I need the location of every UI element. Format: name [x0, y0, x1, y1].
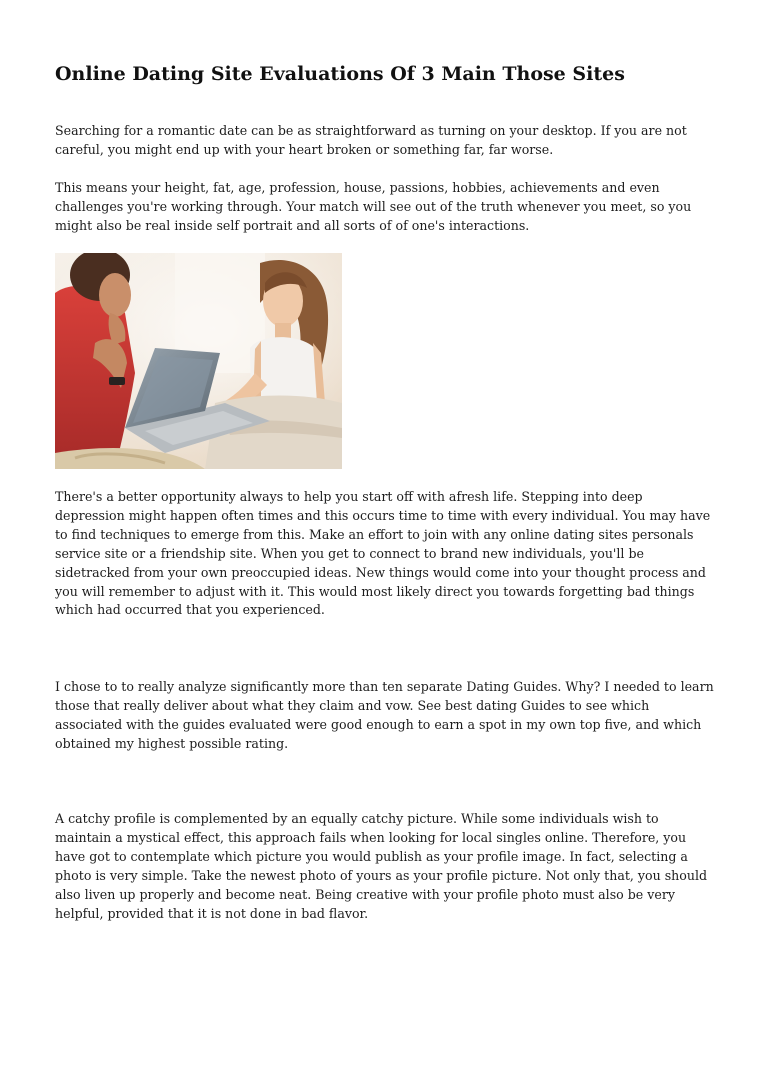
- paragraph-profile-picture: A catchy profile is complemented by an equally catchy picture. While some individuals wish to maintain a mystical effect, this approach fails when looking for local singles online. Therefore, you have got to contemplate which picture you would publish as your profile image. In fact, selecting a photo is very simple. Take the newest photo of yours as your profile picture. Not only that, you should also liven up properly and become neat. Being creative with your profile photo must also be very helpful, provided that it is not done in bad flavor.: [55, 811, 708, 921]
- couple-laptop-photo: [55, 253, 342, 469]
- page-title: Online Dating Site Evaluations Of 3 Main Those Sites: [55, 63, 625, 85]
- paragraph-guides-analysis: I chose to to really analyze significantly more than ten separate Dating Guides. Why? I needed to learn those that really deliver about what they claim and vow. See best dating Guides to see which associated with the guides evaluated were good enough to earn a spot in my own top five, and which obtained my highest possible rating.: [55, 679, 714, 751]
- paragraph-profile-honesty: This means your height, fat, age, profession, house, passions, hobbies, achievements and even challenges you're working through. Your match will see out of the truth whenever you meet, so you might also be real inside self portrait and all sorts of of one's interactions.: [55, 180, 692, 233]
- paragraph-intro: Searching for a romantic date can be as straightforward as turning on your desktop. If you are not careful, you might end up with your heart broken or something far, far worse.: [55, 123, 687, 157]
- paragraph-fresh-life: There's a better opportunity always to help you start off with afresh life. Stepping into deep depression might happen often times and this occurs time to time with every individual. You may have to find techniques to emerge from this. Make an effort to join with any online dating sites personals service site or a friendship site. When you get to connect to brand new individuals, you'll be sidetracked from your own preoccupied ideas. New things would come into your thought process and you will remember to adjust with it. This would most likely direct you towards forgetting bad things which had occurred that you experienced.: [55, 489, 711, 618]
